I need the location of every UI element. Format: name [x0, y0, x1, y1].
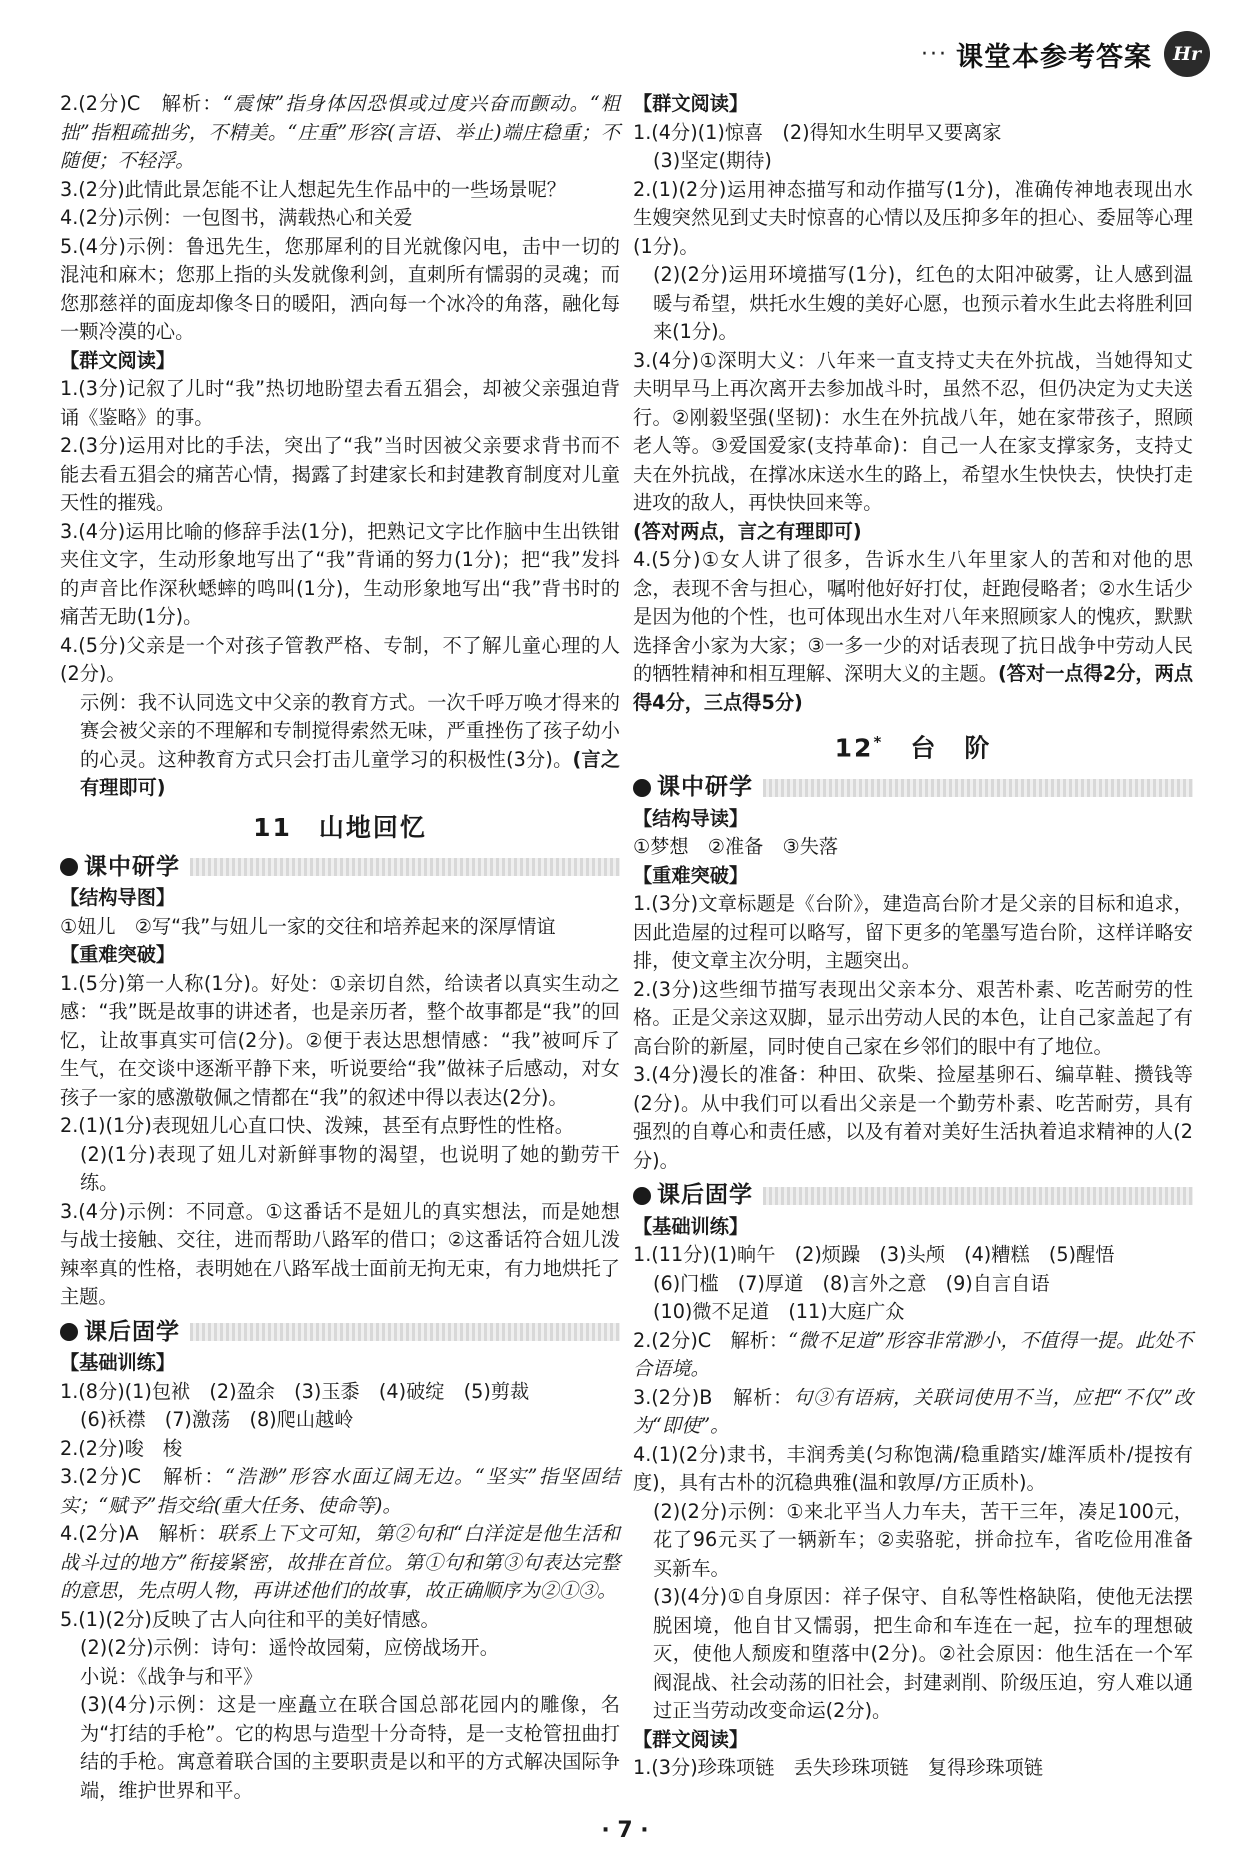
answer-item: 5.(1)(2分)反映了古人向往和平的美好情感。: [60, 1607, 440, 1631]
answer-item: 3.(4分)示例：不同意。①这番话不是妞儿的真实想法，而是她想与战士接触、交往，进而帮助八路军的借口；②这番话符合妞儿泼辣率真的性格，表明她在八路军战士面前无拘无束，有力地烘托了主题。: [60, 1199, 620, 1308]
answer-item: 2.(3分)这些细节描写表现出父亲本分、艰苦朴素、吃苦耐劳的性格。正是父亲这双脚，显示出劳动人民的本色，让自己家盖起了有高台阶的新屋，同时使自己家在乡邻们的眼中有了地位。: [633, 977, 1193, 1058]
answer-item: 2.(2分)唆 梭: [60, 1436, 183, 1460]
header-title: 课堂本参考答案: [956, 41, 1152, 73]
section-bar: [190, 858, 620, 876]
subsection-tag: 【群文阅读】: [60, 348, 176, 372]
answer-item: 2.(1)(1分)表现妞儿心直口快、泼辣，甚至有点野性的性格。: [60, 1114, 574, 1137]
bullet-dot-icon: [633, 1187, 651, 1205]
subsection-tag: 【重难突破】: [60, 943, 176, 966]
answer-item: 2.(2分)C 解析：“微不足道”形容非常渺小，不值得一提。此处不合语境。: [633, 1328, 1193, 1381]
answer-item: 1.(8分)(1)包袱 (2)盈余 (3)玉黍 (4)破绽 (5)剪裁: [60, 1379, 530, 1403]
header-dots: ···: [921, 41, 948, 67]
answer-item: 1.(4分)(1)惊喜 (2)得知水生明早又要离家: [633, 120, 1002, 144]
answer-item: (6)袄襟 (7)激荡 (8)爬山越岭: [80, 1408, 354, 1431]
answer-item: 3.(4分)运用比喻的修辞手法(1分)，把熟记文字比作脑中生出铁钳夹住文字，生动形象地写出了“我”背诵的努力(1分)；把“我”发抖的声音比作深秋蟋蟀的鸣叫(1分)，生动形象地写出“我”背书时的痛苦无助(1分)。: [60, 519, 620, 628]
section-bar: [763, 779, 1193, 797]
subsection-tag: 【结构导读】: [633, 806, 749, 830]
bullet-dot-icon: [60, 1323, 78, 1341]
section-heading: 课中研学: [60, 853, 620, 882]
answer-item: 3.(2分)C 解析：“浩渺”形容水面辽阔无边。“坚实”指坚固结实；“赋予”指交给(重大任务、使命等)。: [60, 1465, 620, 1517]
page-number: · 7 ·: [601, 1818, 649, 1843]
section-bar: [190, 1323, 620, 1341]
lesson-title: 11 山地回忆: [253, 812, 427, 842]
answer-item: 1.(11分)(1)晌午 (2)烦躁 (3)头颅 (4)糟糕 (5)醒悟: [633, 1243, 1115, 1267]
answer-item: (3)坚定(期待): [653, 149, 772, 172]
answer-item: (2)(2分)示例：①来北平当人力车夫，苦干三年，凑足100元，花了96元买了一辆新车；②卖骆驼，拼命拉车，省吃俭用准备买新车。: [653, 1499, 1193, 1580]
bullet-dot-icon: [60, 858, 78, 876]
section-heading: 课后固学: [60, 1318, 620, 1347]
answer-item: 2.(1)(2分)运用神态描写和动作描写(1分)，准确传神地表现出水生嫂突然见到丈夫时惊喜的心情以及压抑多年的担心、委屈等心理(1分)。: [633, 177, 1193, 258]
answer-item: (3)(4分)示例：这是一座矗立在联合国总部花园内的雕像，名为“打结的手枪”。它的构思与造型十分奇特，是一支枪管扭曲打结的手枪。寓意着联合国的主要职责是以和平的方式解决国际争端，维护世界和平。: [80, 1693, 620, 1802]
answer-item: 5.(4分)示例：鲁迅先生，您那犀利的目光就像闪电，击中一切的混沌和麻木；您那上指的头发就像利剑，直刺所有懦弱的灵魂；而您那慈祥的面庞却像冬日的暖阳，洒向每一个冰冷的角落，融化每一颗冷漠的心。: [60, 234, 620, 343]
bullet-dot-icon: [633, 779, 651, 797]
answer-item: 1.(5分)第一人称(1分)。好处：①亲切自然，给读者以真实生动之感：“我”既是故事的讲述者，也是亲历者，整个故事都是“我”的回忆，让故事真实可信(2分)。②便于表达思想情感：“我”被呵斥了生气，在交谈中逐渐平静下来，听说要给“我”做袜子后感动，对女孩子一家的感激敬佩之情都在“我”的叙述中得以表达(2分)。: [60, 971, 620, 1109]
answer-item: (6)门槛 (7)厚道 (8)言外之意 (9)自言自语: [653, 1271, 1050, 1295]
answer-note: (答对两点，言之有理即可): [633, 519, 862, 543]
subsection-tag: 【群文阅读】: [633, 92, 749, 115]
answer-item: 4.(1)(2分)隶书，丰润秀美(匀称饱满/稳重踏实/雄浑质朴/提按有度)，具有古朴的沉稳典雅(温和敦厚/方正质朴)。: [633, 1442, 1193, 1495]
answer-item: 3.(4分)漫长的准备：种田、砍柴、捡屋基卵石、编草鞋、攒钱等(2分)。从中我们可以看出父亲是一个勤劳朴素、吃苦耐劳，具有强烈的自尊心和责任感，以及有着对美好生活执着追求精神的人(2分)。: [633, 1063, 1193, 1172]
answer-item: 2.(3分)运用对比的手法，突出了“我”当时因被父亲要求背书而不能去看五猖会的痛苦心情，揭露了封建家长和封建教育制度对儿童天性的摧残。: [60, 434, 620, 514]
answer-item: (10)微不足道 (11)大庭广众: [653, 1300, 905, 1324]
answer-item: 1.(3分)文章标题是《台阶》，建造高台阶才是父亲的目标和追求，因此造屋的过程可以略写，留下更多的笔墨写造台阶，这样详略安排，使文章主次分明，主题突出。: [633, 892, 1193, 973]
section-bar: [763, 1187, 1193, 1205]
subsection-tag: 【结构导图】: [60, 886, 176, 909]
answer-item: (2)(1分)表现了妞儿对新鲜事物的渴望，也说明了她的勤劳干练。: [80, 1142, 620, 1194]
answer-item: 3.(2分)此情此景怎能不让人想起先生作品中的一些场景呢？: [60, 177, 566, 201]
section-heading: 课中研学: [633, 773, 1193, 802]
subsection-tag: 【重难突破】: [633, 863, 749, 887]
publisher-logo: Hr: [1164, 31, 1210, 77]
answer-item: 1.(3分)珍珠项链 丢失珍珠项链 复得珍珠项链: [633, 1756, 1044, 1780]
answer-item: 4.(5分)①女人讲了很多，告诉水生八年里家人的苦和对他的思念，表现不舍与担心，嘱咐他好好打仗，赶跑侵略者；②水生话少是因为他的个性，也可体现出水生对八年来照顾家人的愧疚，默默选择舍小家为大家；③一多一少的对话表现了抗日战争中劳动人民的牺牲精神和相互理解、深明大义的主题。(答对一点得2分，两点得4分，三点得5分): [633, 548, 1194, 714]
page-header: [921, 32, 1210, 76]
answer-item: 4.(5分)父亲是一个对孩子管教严格、专制，不了解儿童心理的人(2分)。: [60, 633, 620, 685]
section-heading: 课后固学: [633, 1181, 1193, 1210]
answer-item: 2.(2分)C 解析：“震悚”指身体因恐惧或过度兴奋而颤动。“粗拙”指粗疏拙劣，不精美。“庄重”形容(言语、举止)端庄稳重；不随便；不轻浮。: [60, 92, 620, 172]
answer-item: (2)(2分)示例：诗句：遥怜故园菊，应傍战场开。: [80, 1636, 499, 1659]
answer-item: (2)(2分)运用环境描写(1分)，红色的太阳冲破雾，让人感到温暖与希望，烘托水生嫂的美好心愿，也预示着水生此去将胜利回来(1分)。: [653, 263, 1193, 343]
answer-item: 4.(2分)示例：一包图书，满载热心和关爱: [60, 206, 413, 229]
answer-item: (3)(4分)①自身原因：祥子保守、自私等性格缺陷，使他无法摆脱困境，他自甘又懦弱，把生命和车连在一起，拉车的理想破灭，使他人颓废和堕落中(2分)。②社会原因：他生活在一个军阀混战、社会动荡的旧社会，封建剥削、阶级压迫，穷人难以通过正当劳动改变命运(2分)。: [653, 1585, 1193, 1723]
left-column: [60, 90, 620, 1805]
lesson-title: 12* 台 阶: [834, 733, 992, 763]
subsection-tag: 【基础训练】: [633, 1214, 749, 1238]
answer-item: ①梦想 ②准备 ③失落: [633, 835, 839, 859]
subsection-tag: 【基础训练】: [60, 1351, 176, 1374]
answer-item: 3.(2分)B 解析：句③有语病，关联词使用不当，应把“不仅”改为“即使”。: [633, 1385, 1193, 1438]
answer-item: 3.(4分)①深明大义：八年来一直支持丈夫在外抗战，当她得知丈夫明早马上再次离开去参加战斗时，虽然不忍，但仍决定为丈夫送行。②刚毅坚强(坚韧)：水生在外抗战八年，她在家带孩子，照顾老人等。③爱国爱家(支持革命)：自己一人在家支撑家务，支持丈夫在外抗战，在撑冰床送水生的路上，希望水生快快去，快快打走进攻的敌人，再快快回来等。: [633, 348, 1193, 514]
answer-item: ①妞儿 ②写“我”与妞儿一家的交往和培养起来的深厚情谊: [60, 914, 556, 938]
right-column: [633, 90, 1193, 1783]
answer-item: 1.(3分)记叙了儿时“我”热切地盼望去看五猖会，却被父亲强迫背诵《鉴略》的事。: [60, 377, 620, 429]
answer-item: 4.(2分)A 解析：联系上下文可知，第②句和“白洋淀是他生活和战斗过的地方”衔接紧密，故排在首位。第①句和第③句表达完整的意思，先点明人物，再讲述他们的故事，故正确顺序为②①③。: [60, 1522, 620, 1602]
answer-item: 示例：我不认同选文中父亲的教育方式。一次千呼万唤才得来的赛会被父亲的不理解和专制搅得索然无味，严重挫伤了孩子幼小的心灵。这种教育方式只会打击儿童学习的积极性(3分)。(言之有理即可): [80, 690, 620, 799]
subsection-tag: 【群文阅读】: [633, 1727, 749, 1751]
answer-item: 小说：《战争与和平》: [80, 1664, 263, 1688]
